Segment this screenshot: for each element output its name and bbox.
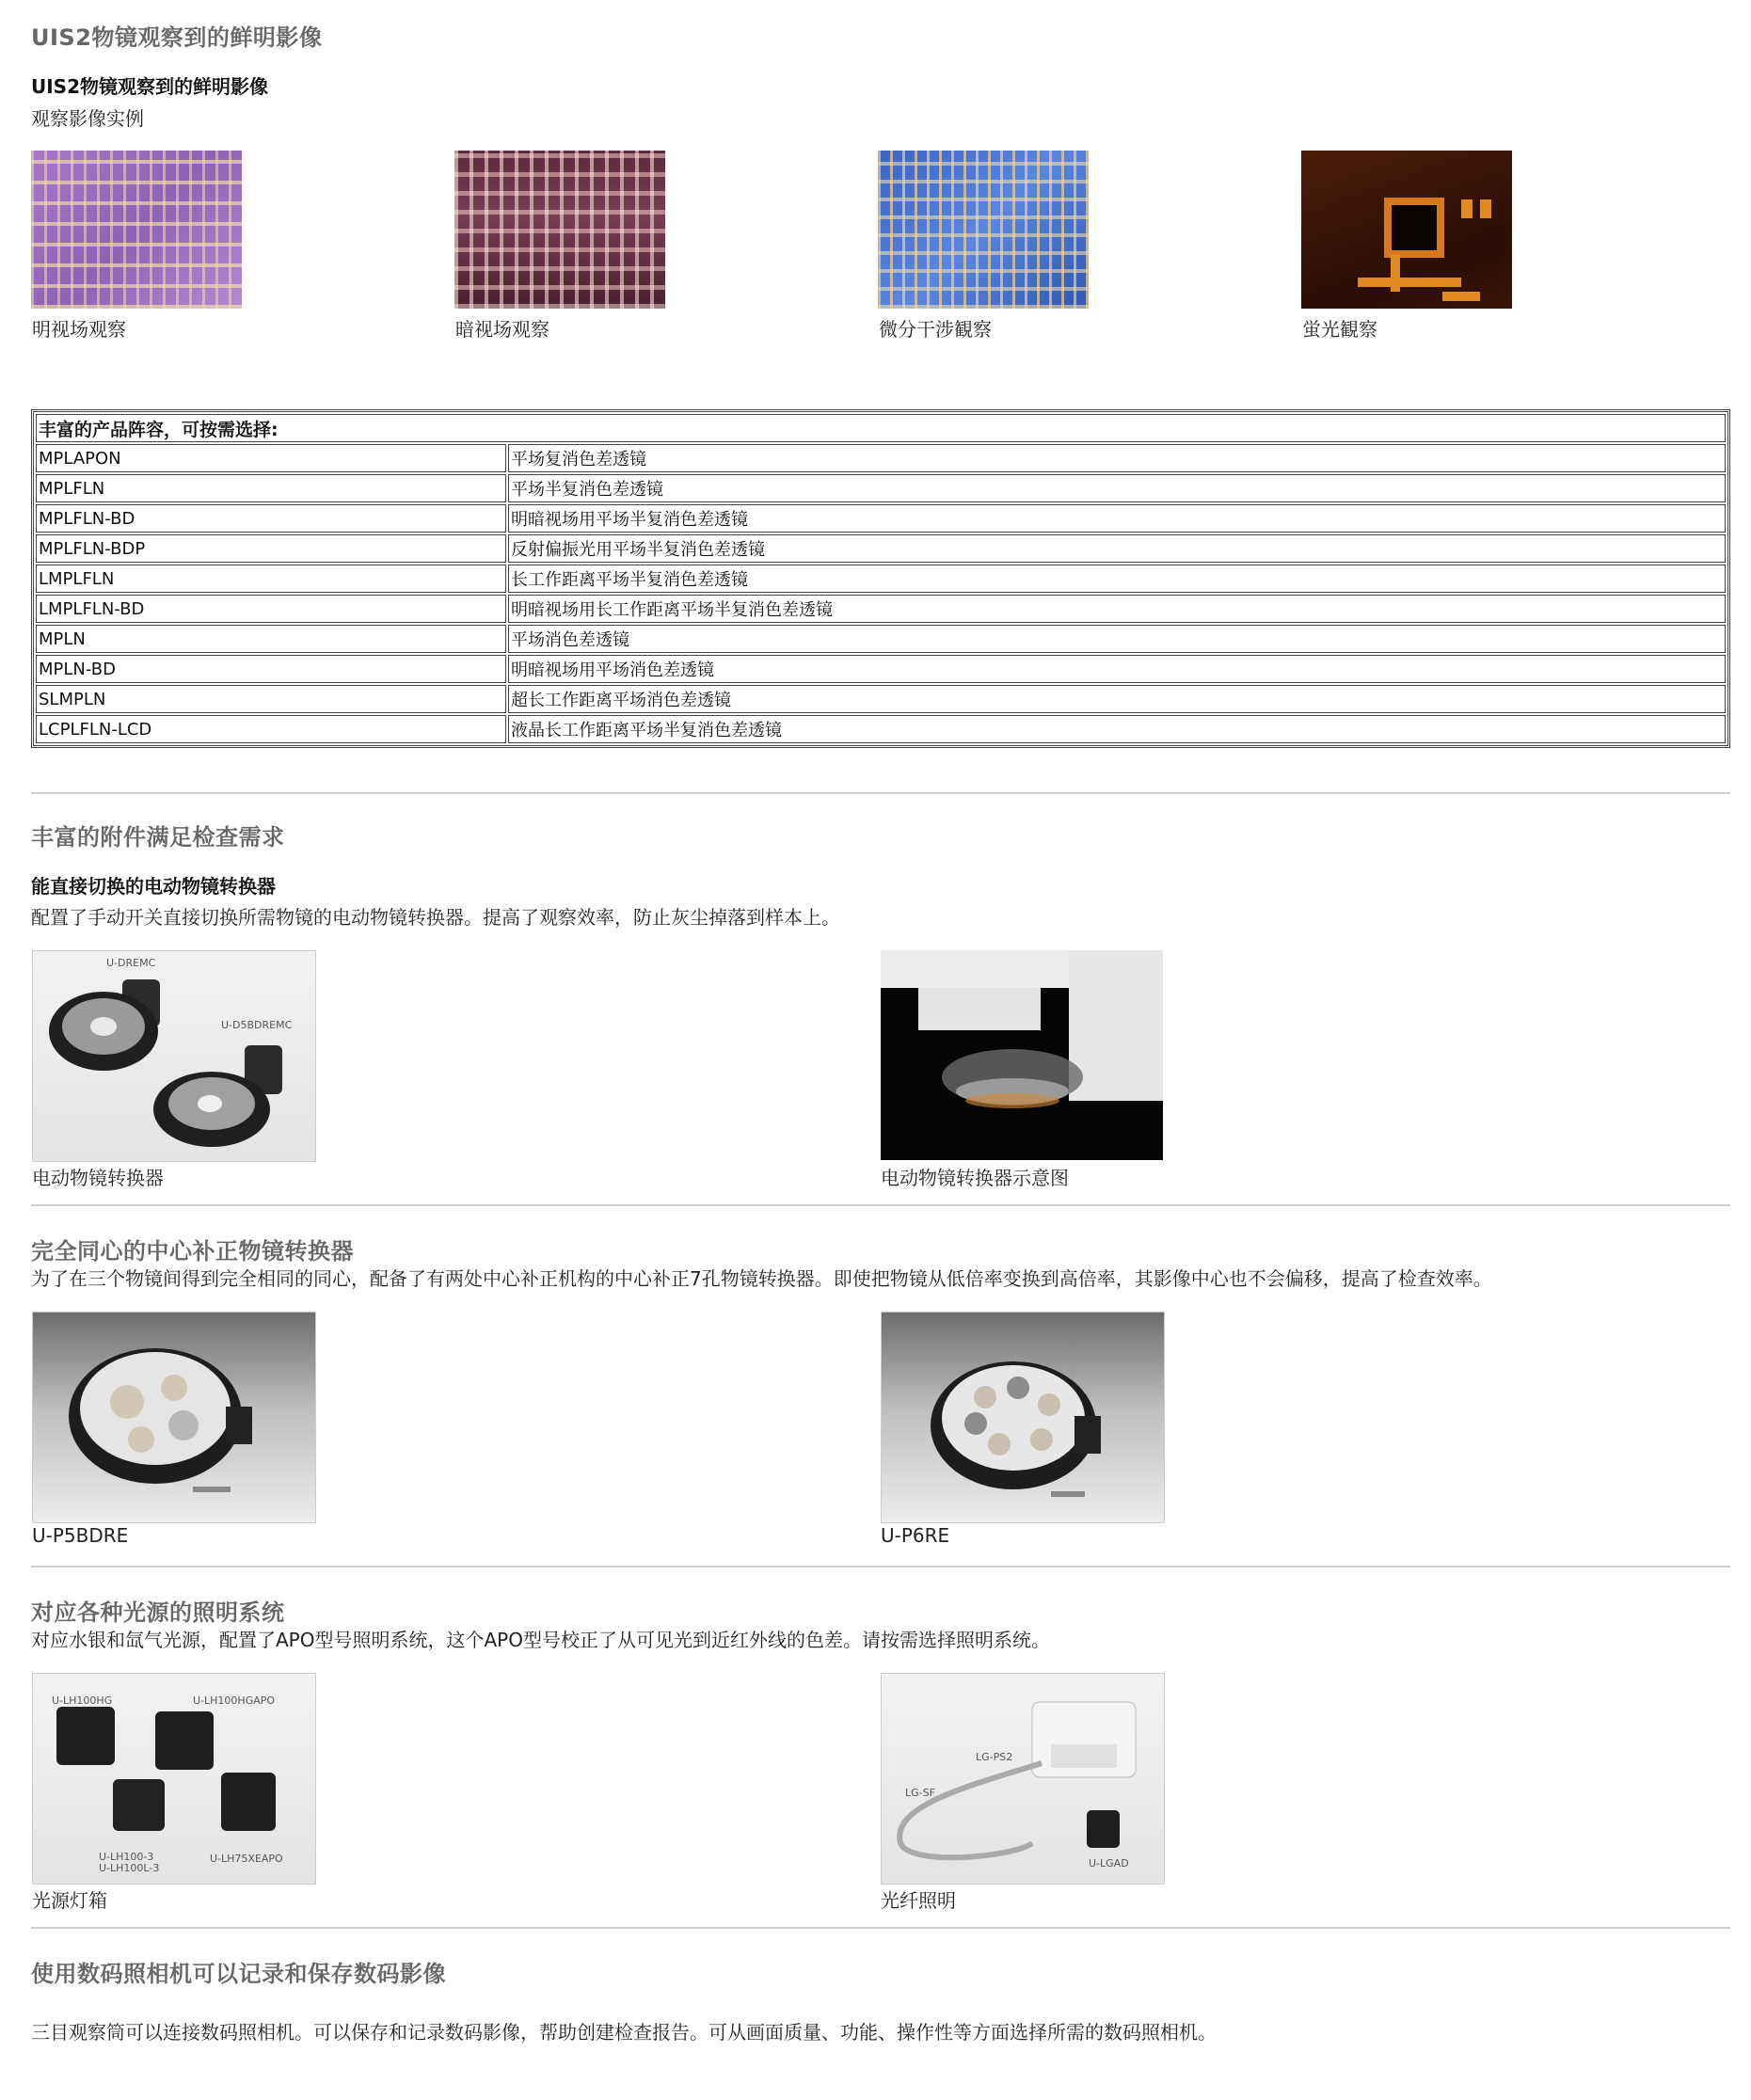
model-cell: LCPLFLN-LCD [36,715,506,743]
brightfield-caption: 明视场观察 [32,318,126,341]
photo-label: U-LGAD [1089,1857,1129,1869]
model-cell: MPLFLN [36,474,506,502]
darkfield-image [454,151,665,309]
photo-label: U-LH75XEAPO [210,1853,283,1865]
u-p5bdre-caption: U-P5BDRE [32,1524,129,1547]
table-row [36,595,1726,623]
u-p6re-caption: U-P6RE [881,1524,950,1547]
fluorescence-caption: 蛍光観察 [1302,318,1377,341]
desc-cell: 反射偏振光用平场半复消色差透镜 [508,534,1726,563]
fluorescence-trace [1391,254,1400,292]
desc-cell: 明暗视场用平场消色差透镜 [508,655,1726,683]
u-p5bdre-photo [32,1312,316,1523]
desc-cell: 超长工作距离平场消色差透镜 [508,685,1726,713]
fluorescence-trace [1442,292,1480,301]
nosepiece-illustration [33,1312,315,1522]
fluorescence-square [1384,198,1444,258]
model-cell: LMPLFLN-BD [36,595,506,623]
section-title-uis2: UIS2物镜观察到的鲜明影像 [31,24,323,51]
model-cell: SLMPLN [36,685,506,713]
illumination-text: 对应水银和氙气光源，配置了APO型号照明系统，这个APO型号校正了从可见光到近红外线的色差。请按需选择照明系统。 [31,1629,1050,1651]
digital-camera-text: 三目观察筒可以连接数码照相机。可以保存和记录数码影像，帮助创建检查报告。可从画面质量、功能、操作性等方面选择所需的数码照相机。 [31,2021,1217,2044]
section-title-illumination: 对应各种光源的照明系统 [31,1599,285,1626]
nosepiece-illustration [33,951,315,1161]
model-cell: MPLN [36,625,506,653]
photo-label: U-DREMC [106,957,156,969]
section-title-digital-camera: 使用数码照相机可以记录和保存数码影像 [31,1961,446,1987]
table-row [36,474,1726,502]
dic-image [878,151,1089,309]
desc-cell: 平场消色差透镜 [508,625,1726,653]
desc-cell: 明暗视场用平场半复消色差透镜 [508,504,1726,533]
motorized-nosepiece-text: 配置了手动开关直接切换所需物镜的电动物镜转换器。提高了观察效率，防止灰尘掉落到样本上。 [31,906,840,929]
section-title-centering-nosepiece: 完全同心的中心补正物镜转换器 [31,1238,354,1265]
table-row [36,685,1726,713]
brightfield-image [31,151,242,309]
fluorescence-dot [1480,199,1491,218]
nosepiece-illustration [882,1312,1164,1522]
subtitle-uis2: UIS2物镜观察到的鲜明影像 [31,75,269,98]
desc-cell: 平场半复消色差透镜 [508,474,1726,502]
photo-label: U-D5BDREMC [221,1019,293,1031]
model-cell: LMPLFLN [36,565,506,593]
divider [31,792,1730,794]
desc-cell: 长工作距离平场半复消色差透镜 [508,565,1726,593]
subtitle-motorized-nosepiece: 能直接切换的电动物镜转换器 [31,875,276,898]
photo-label: LG-PS2 [976,1751,1013,1763]
section-title-accessories: 丰富的附件满足检查需求 [31,824,285,851]
model-cell: MPLAPON [36,444,506,472]
lamp-housing-caption: 光源灯箱 [32,1889,107,1912]
desc-cell: 液晶长工作距离平场半复消色差透镜 [508,715,1726,743]
fiber-illumination-photo [881,1673,1165,1885]
desc-cell: 明暗视场用长工作距离平场半复消色差透镜 [508,595,1726,623]
fiber-illumination-caption: 光纤照明 [881,1889,956,1912]
table-row [36,715,1726,743]
motorized-nosepiece-diagram-photo [881,950,1163,1160]
u-p6re-photo [881,1312,1165,1523]
divider [31,1566,1730,1567]
table-row [36,504,1726,533]
table-row [36,565,1726,593]
photo-label: U-LH100HGAPO [193,1694,276,1707]
table-row [36,444,1726,472]
darkfield-caption: 暗视场观察 [455,318,549,341]
photo-label: U-LH100HG [52,1694,113,1707]
table-row [36,534,1726,563]
divider [31,1927,1730,1929]
model-cell: MPLFLN-BD [36,504,506,533]
fluorescence-dot [1461,199,1472,218]
desc-cell: 平场复消色差透镜 [508,444,1726,472]
fluorescence-image [1301,151,1512,309]
model-cell: MPLFLN-BDP [36,534,506,563]
lineup-table [31,409,1730,748]
microscope-illustration [881,950,1163,1160]
dic-caption: 微分干涉観察 [879,318,992,341]
photo-label: U-LH100-3 [99,1851,154,1863]
fluorescence-trace [1358,278,1461,287]
divider [31,1204,1730,1206]
table-row [36,655,1726,683]
lamp-housing-photo [32,1673,316,1885]
fiber-illuminator-illustration [882,1674,1164,1884]
table-row [36,625,1726,653]
motorized-nosepiece-caption: 电动物镜转换器 [32,1167,164,1189]
observation-caption: 观察影像实例 [31,107,144,130]
centering-nosepiece-text: 为了在三个物镜间得到完全相同的同心，配备了有两处中心补正机构的中心补正7孔物镜转换器。即使把物镜从低倍率变换到高倍率，其影像中心也不会偏移，提高了检查效率。 [31,1267,1492,1290]
table-header: 丰富的产品阵容，可按需选择: [36,414,1726,442]
table-header-row [36,414,1726,442]
photo-label: U-LH100L-3 [99,1862,160,1874]
motorized-nosepiece-photo [32,950,316,1162]
photo-label: LG-SF [905,1787,935,1799]
motorized-nosepiece-diagram-caption: 电动物镜转换器示意图 [881,1167,1069,1189]
model-cell: MPLN-BD [36,655,506,683]
